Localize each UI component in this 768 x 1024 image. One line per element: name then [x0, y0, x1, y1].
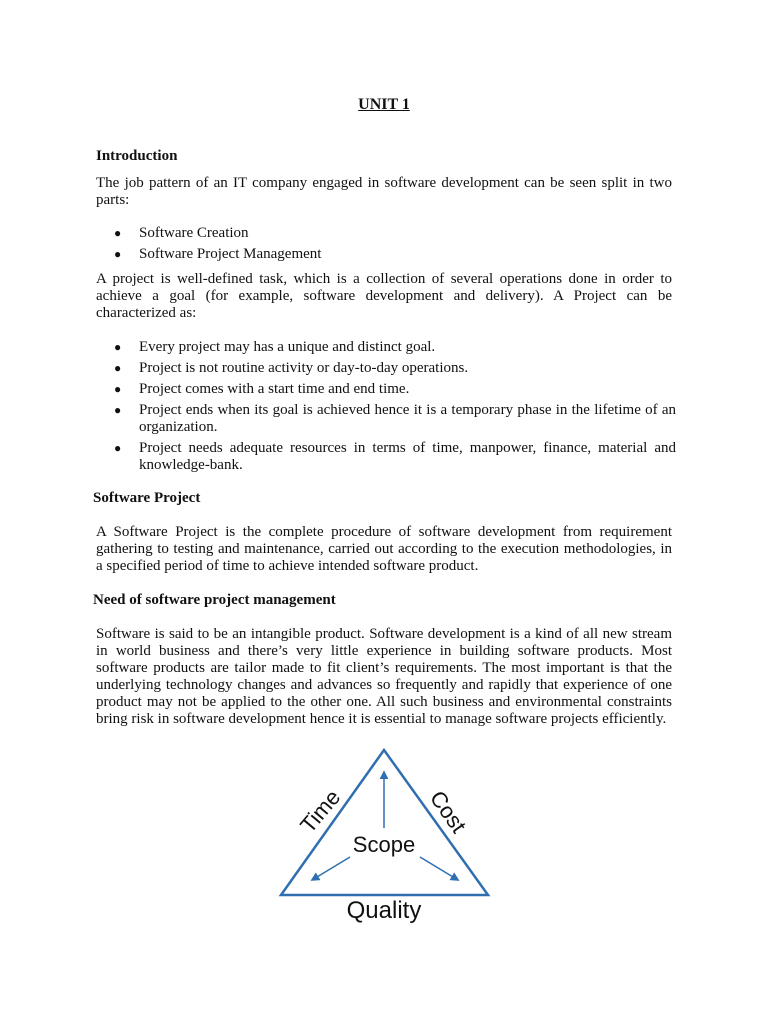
list-item-text: Software Project Management [139, 246, 322, 262]
list-item [96, 246, 676, 263]
bullet-icon: ● [114, 226, 122, 240]
bullet-icon: ● [114, 361, 122, 375]
triple-constraint-diagram [272, 744, 500, 934]
scope-label: Scope [352, 832, 416, 857]
need-paragraph: Software is said to be an intangible product. Software development is a kind of all new stream in world business and there’s very little experience in building software products. Most software products are tailor made to fit client’s requirements. The most important is that the underlying technology changes and advances so frequently and rapidly that experience of one product may not be applied to the other one. All such business and environmental constraints bring risk in software development hence it is essential to manage software projects efficiently. [96, 626, 672, 727]
list-item [96, 360, 676, 377]
bullet-icon: ● [114, 382, 122, 396]
page-title: UNIT 1 [358, 96, 410, 113]
list-item-text: Every project may has a unique and distinct goal. [139, 339, 436, 355]
software-project-heading: Software Project [93, 490, 201, 506]
time-label: Time [295, 784, 346, 838]
list-item-text: Software Creation [139, 225, 249, 241]
list-item-text: Project ends when its goal is achieved hence it is a temporary phase in the lifetime of an organization. [139, 402, 676, 435]
need-heading: Need of software project management [93, 592, 336, 608]
introduction-bullet-list [96, 225, 676, 267]
project-paragraph: A project is well-defined task, which is a collection of several operations done in order to achieve a goal (for example, software development and delivery). A Project can be characterized as: [96, 271, 672, 321]
quality-label: Quality [346, 897, 422, 924]
introduction-paragraph: The job pattern of an IT company engaged in software development can be seen split in two parts: [96, 175, 672, 208]
software-project-paragraph: A Software Project is the complete procedure of software development from requirement gathering to testing and maintenance, carried out according to the execution methodologies, in a specified period of time to achieve intended software product. [96, 524, 672, 574]
bullet-icon: ● [114, 340, 122, 354]
arrow-right-icon [420, 857, 458, 880]
bullet-icon: ● [114, 441, 122, 455]
introduction-heading: Introduction [96, 148, 178, 164]
list-item [96, 339, 676, 356]
bullet-icon: ● [114, 247, 122, 261]
bullet-icon: ● [114, 403, 122, 417]
list-item [96, 402, 676, 436]
list-item-text: Project is not routine activity or day-to-day operations. [139, 360, 469, 376]
list-item-text: Project needs adequate resources in terms of time, manpower, finance, material and knowledge-bank. [139, 440, 676, 473]
list-item [96, 225, 676, 242]
list-item [96, 440, 676, 474]
arrow-left-icon [312, 857, 350, 880]
list-item-text: Project comes with a start time and end time. [139, 381, 410, 397]
list-item [96, 381, 676, 398]
cost-label: Cost [424, 785, 472, 838]
project-characteristics-list [96, 339, 676, 478]
